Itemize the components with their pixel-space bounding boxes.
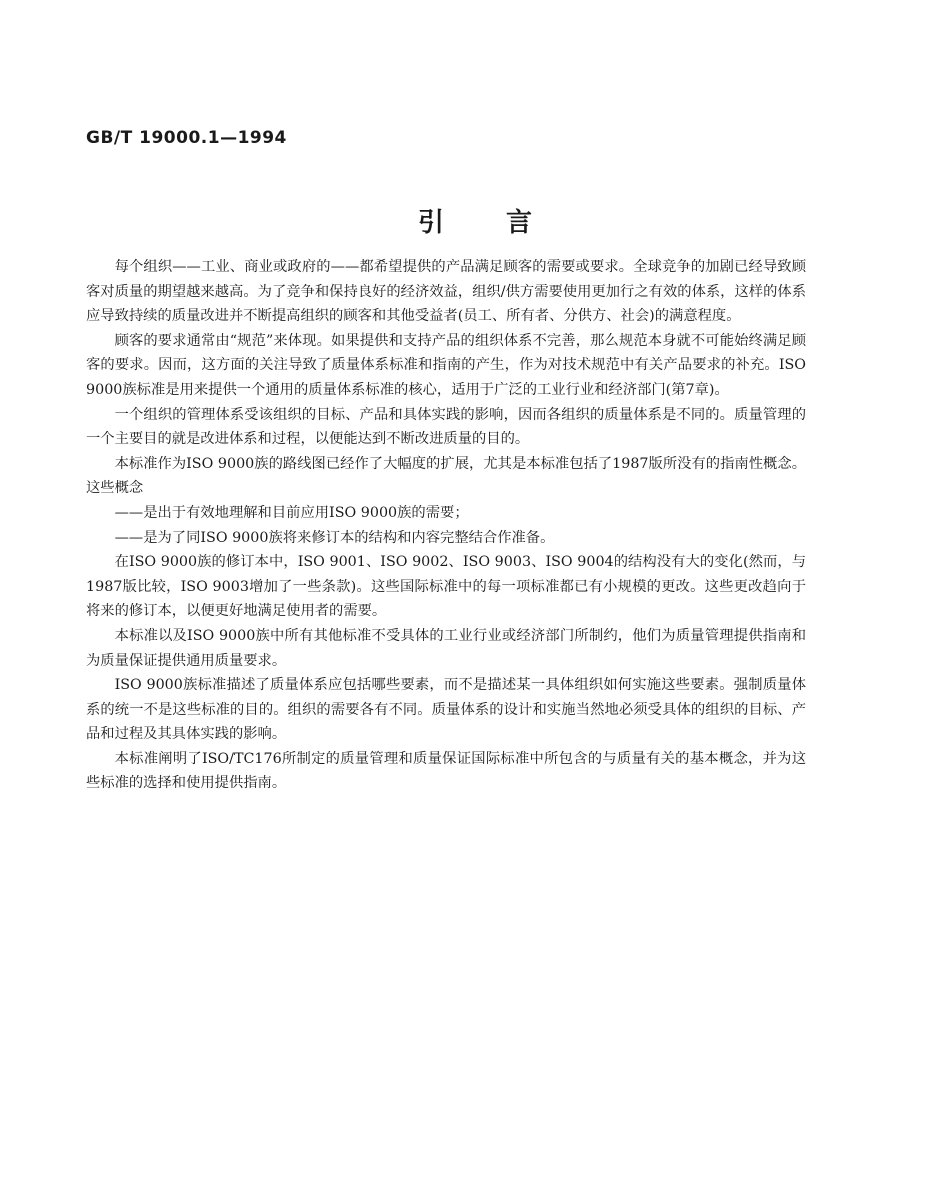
- paragraph: 每个组织——工业、商业或政府的——都希望提供的产品满足顾客的需要或要求。全球竞争的加剧已经导致顾客对质量的期望越来越高。为了竞争和保持良好的经济效益，组织/供方需要使用更加行之有效的体系，这样的体系应导致持续的质量改进并不断提高组织的顾客和其他受益者(员工、所有者、分供方、社会)的满意程度。: [86, 259, 806, 325]
- paragraph: 顾客的要求通常由“规范”来体现。如果提供和支持产品的组织体系不完善，那么规范本身就不可能始终满足顾客的要求。因而，这方面的关注导致了质量体系标准和指南的产生，作为对技术规范中有关产品要求的补充。ISO 9000族标准是用来提供一个通用的质量体系标准的核心，适用于广泛的工业行业和经济部门(第7章)。: [86, 332, 806, 398]
- list-item: ——是出于有效地理解和目前应用ISO 9000族的需要；: [114, 504, 469, 521]
- list-item: ——是为了同ISO 9000族将来修订本的结构和内容完整结合作准备。: [114, 529, 555, 546]
- document-body: [86, 255, 806, 796]
- paragraph: 本标准作为ISO 9000族的路线图已经作了大幅度的扩展，尤其是本标准包括了1987版所没有的指南性概念。这些概念: [86, 455, 806, 497]
- paragraph: 在ISO 9000族的修订本中，ISO 9001、ISO 9002、ISO 9003、ISO 9004的结构没有大的变化(然而，与1987版比较，ISO 9003增加了一些条款)。这些国际标准中的每一项标准都已有小规模的更改。这些更改趋向于将来的修订本，以便更好地满足使用者的需要。: [86, 554, 806, 620]
- paragraph: ISO 9000族标准描述了质量体系应包括哪些要素，而不是描述某一具体组织如何实施这些要素。强制质量体系的统一不是这些标准的目的。组织的需要各有不同。质量体系的设计和实施当然地必须受具体的组织的目标、产品和过程及其具体实践的影响。: [86, 677, 806, 743]
- standard-code: GB/T 19000.1—1994: [86, 128, 287, 148]
- page-title: 引言: [417, 208, 594, 238]
- paragraph: 本标准以及ISO 9000族中所有其他标准不受具体的工业行业或经济部门所制约，他们为质量管理提供指南和为质量保证提供通用质量要求。: [86, 627, 806, 669]
- paragraph: 本标准阐明了ISO/TC176所制定的质量管理和质量保证国际标准中所包含的与质量有关的基本概念，并为这些标准的选择和使用提供指南。: [86, 750, 806, 792]
- paragraph: 一个组织的管理体系受该组织的目标、产品和具体实践的影响，因而各组织的质量体系是不同的。质量管理的一个主要目的就是改进体系和过程，以便能达到不断改进质量的目的。: [86, 406, 806, 448]
